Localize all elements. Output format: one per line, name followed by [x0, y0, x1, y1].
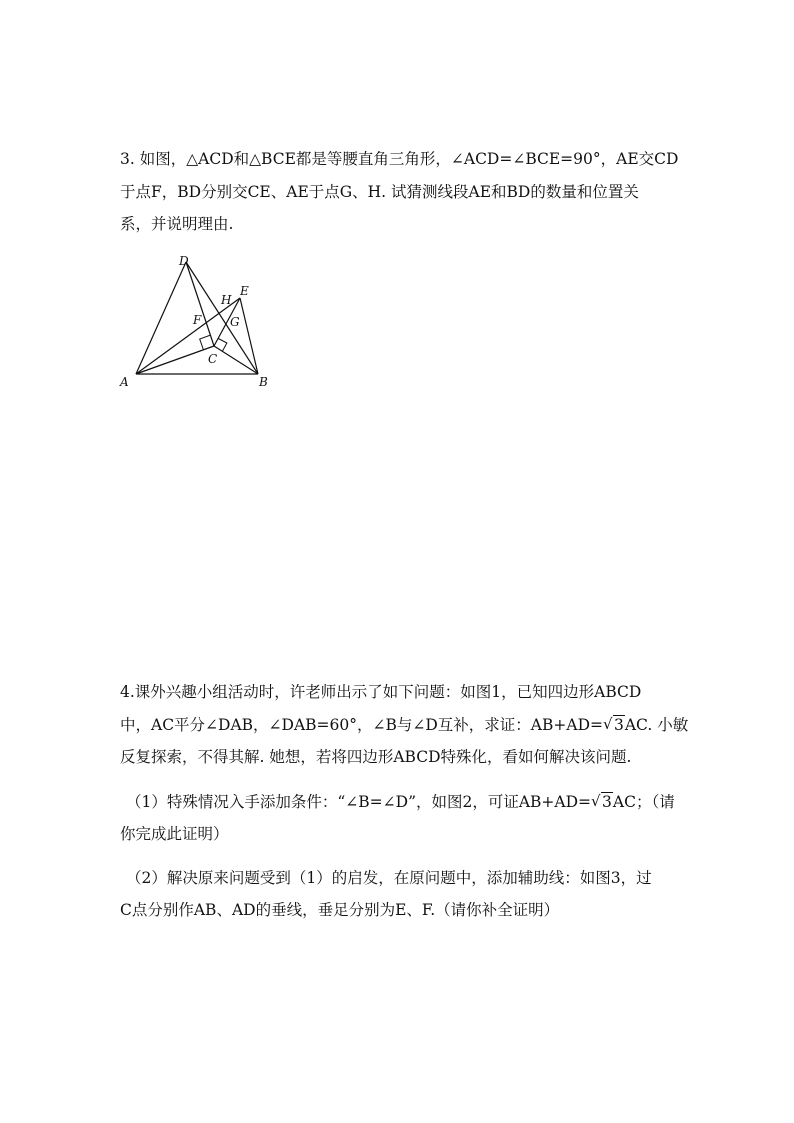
segment-ad [136, 262, 186, 374]
label-d: D [179, 254, 189, 268]
part-1-text-a: （1）特殊情况入手添加条件：“∠B=∠D”，如图2，可证AB+AD= [126, 793, 592, 811]
segment-dc [186, 262, 214, 346]
problem-3-line-2: 于点F，BD分别交CE、AE于点G、H. 试猜测线段AE和BD的数量和位置关 [120, 183, 639, 201]
problem-4-part-1-line-1 [126, 790, 675, 812]
label-c: C [208, 352, 218, 366]
problem-4-line-2 [120, 713, 688, 735]
segment-cb [214, 346, 258, 374]
problem-4-line-2-text-b: AC. 小敏 [624, 716, 689, 734]
sqrt-radicand: 3 [613, 716, 624, 734]
label-g: G [230, 315, 240, 329]
label-a: A [120, 375, 129, 389]
label-b: B [259, 375, 268, 389]
sqrt-radicand: 3 [602, 793, 612, 811]
sqrt-symbol [603, 716, 625, 734]
label-e: E [240, 284, 249, 298]
problem-4-line-1: 4.课外兴趣小组活动时，许老师出示了如下问题：如图1，已知四边形ABCD [120, 683, 642, 701]
problem-4-part-2-line-1: （2）解决原来问题受到（1）的启发，在原问题中，添加辅助线：如图3，过 [126, 869, 652, 887]
problem-4-part-2-line-2: C点分别作AB、AD的垂线，垂足分别为E、F.（请你补全证明） [120, 901, 560, 919]
problem-4-line-2-text-a: 中，AC平分∠DAB，∠DAB=60°，∠B与∠D互补，求证：AB+AD= [120, 716, 603, 734]
geometry-figure-triangles [118, 250, 288, 390]
problem-4-part-1-line-2: 你完成此证明） [120, 825, 229, 843]
problem-3-line-3: 系，并说明理由. [120, 215, 234, 233]
problem-3-line-1: 3. 如图，△ACD和△BCE都是等腰直角三角形，∠ACD=∠BCE=90°，AE交CD [120, 150, 679, 168]
segment-ac [136, 346, 214, 374]
segment-ae [136, 298, 240, 374]
part-1-text-b: AC；（请 [612, 793, 675, 811]
problem-4-line-3: 反复探索，不得其解. 她想，若将四边形ABCD特殊化，看如何解决该问题. [120, 748, 632, 766]
segment-eb [240, 298, 258, 374]
label-h: H [221, 293, 232, 307]
sqrt-symbol [591, 793, 613, 811]
label-f: F [193, 313, 202, 327]
